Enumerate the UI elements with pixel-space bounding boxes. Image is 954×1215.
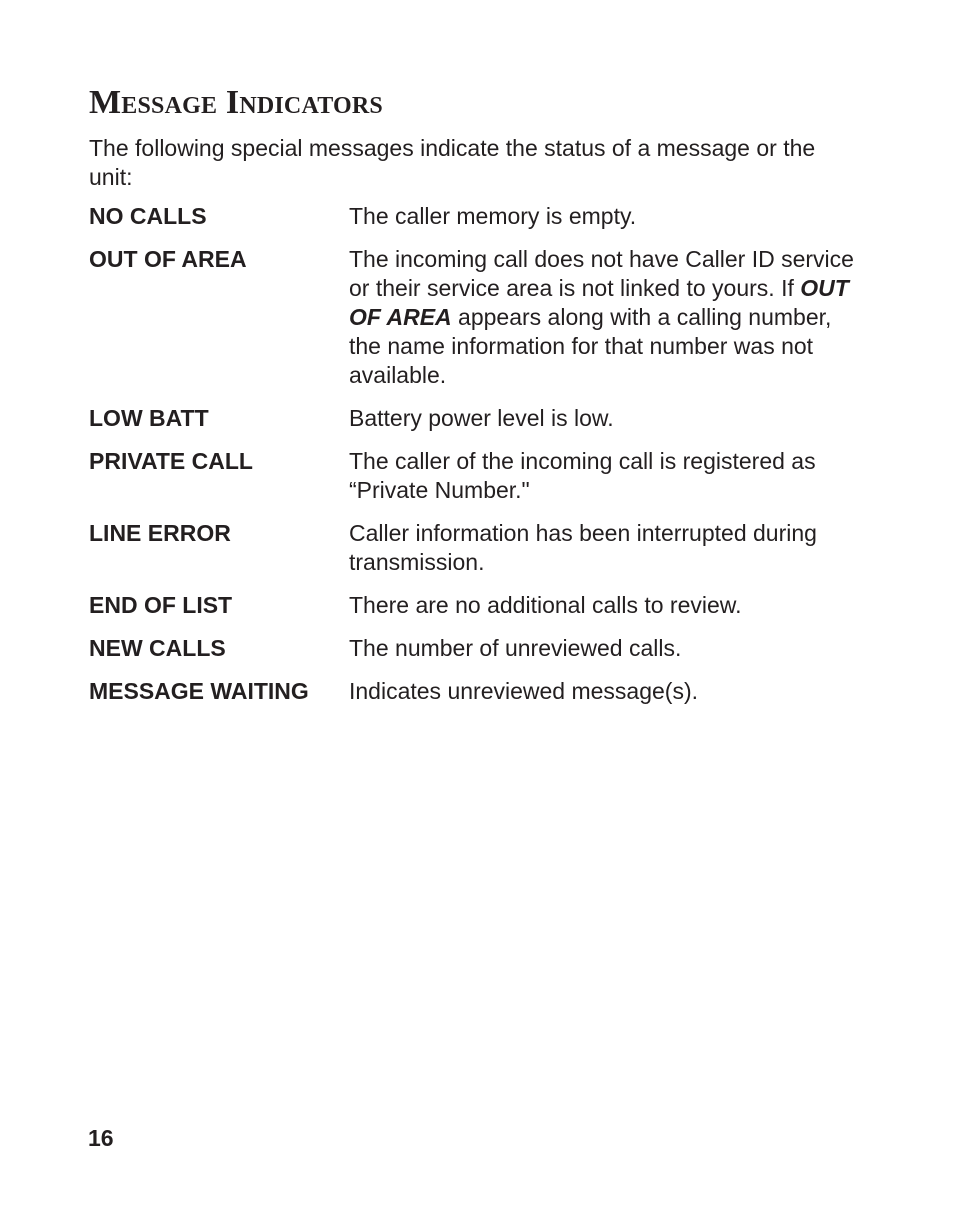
indicator-description [349, 245, 869, 390]
indicator-row-new-calls [89, 634, 879, 663]
indicator-description: Battery power level is low. [349, 405, 614, 431]
indicator-row-no-calls [89, 202, 879, 231]
indicator-description: The caller of the incoming call is registered as “Private Number." [349, 448, 816, 503]
indicator-row-message-waiting [89, 677, 879, 706]
page-number: 16 [88, 1125, 114, 1151]
indicator-row-low-batt [89, 404, 879, 433]
indicator-row-line-error [89, 519, 879, 577]
description-text: appears along with a calling number, the name information for that number was not available. [349, 304, 832, 388]
indicator-description: The number of unreviewed calls. [349, 635, 682, 661]
indicator-description: The caller memory is empty. [349, 203, 637, 229]
indicator-term: MESSAGE WAITING [89, 678, 309, 704]
indicator-term: OUT OF AREA [89, 246, 247, 272]
indicator-description: Caller information has been interrupted during transmission. [349, 520, 817, 575]
indicator-term: LINE ERROR [89, 520, 231, 546]
indicator-description: Indicates unreviewed message(s). [349, 678, 698, 704]
page-title: Message Indicators [89, 84, 383, 121]
description-text: The incoming call does not have Caller ID service or their service area is not linked to yours. If [349, 246, 854, 301]
page-content [89, 82, 879, 720]
indicator-term: PRIVATE CALL [89, 448, 253, 474]
indicator-term: NO CALLS [89, 203, 207, 229]
indicator-term: END OF LIST [89, 592, 233, 618]
intro-paragraph: The following special messages indicate the status of a message or the unit: [89, 135, 816, 190]
description-emphasis: OUT OF AREA [349, 275, 849, 330]
indicator-description: There are no additional calls to review. [349, 592, 742, 618]
indicator-term: LOW BATT [89, 405, 209, 431]
indicator-row-out-of-area [89, 245, 879, 390]
indicator-list [89, 202, 879, 706]
indicator-term: NEW CALLS [89, 635, 226, 661]
indicator-row-end-of-list [89, 591, 879, 620]
indicator-row-private-call [89, 447, 879, 505]
